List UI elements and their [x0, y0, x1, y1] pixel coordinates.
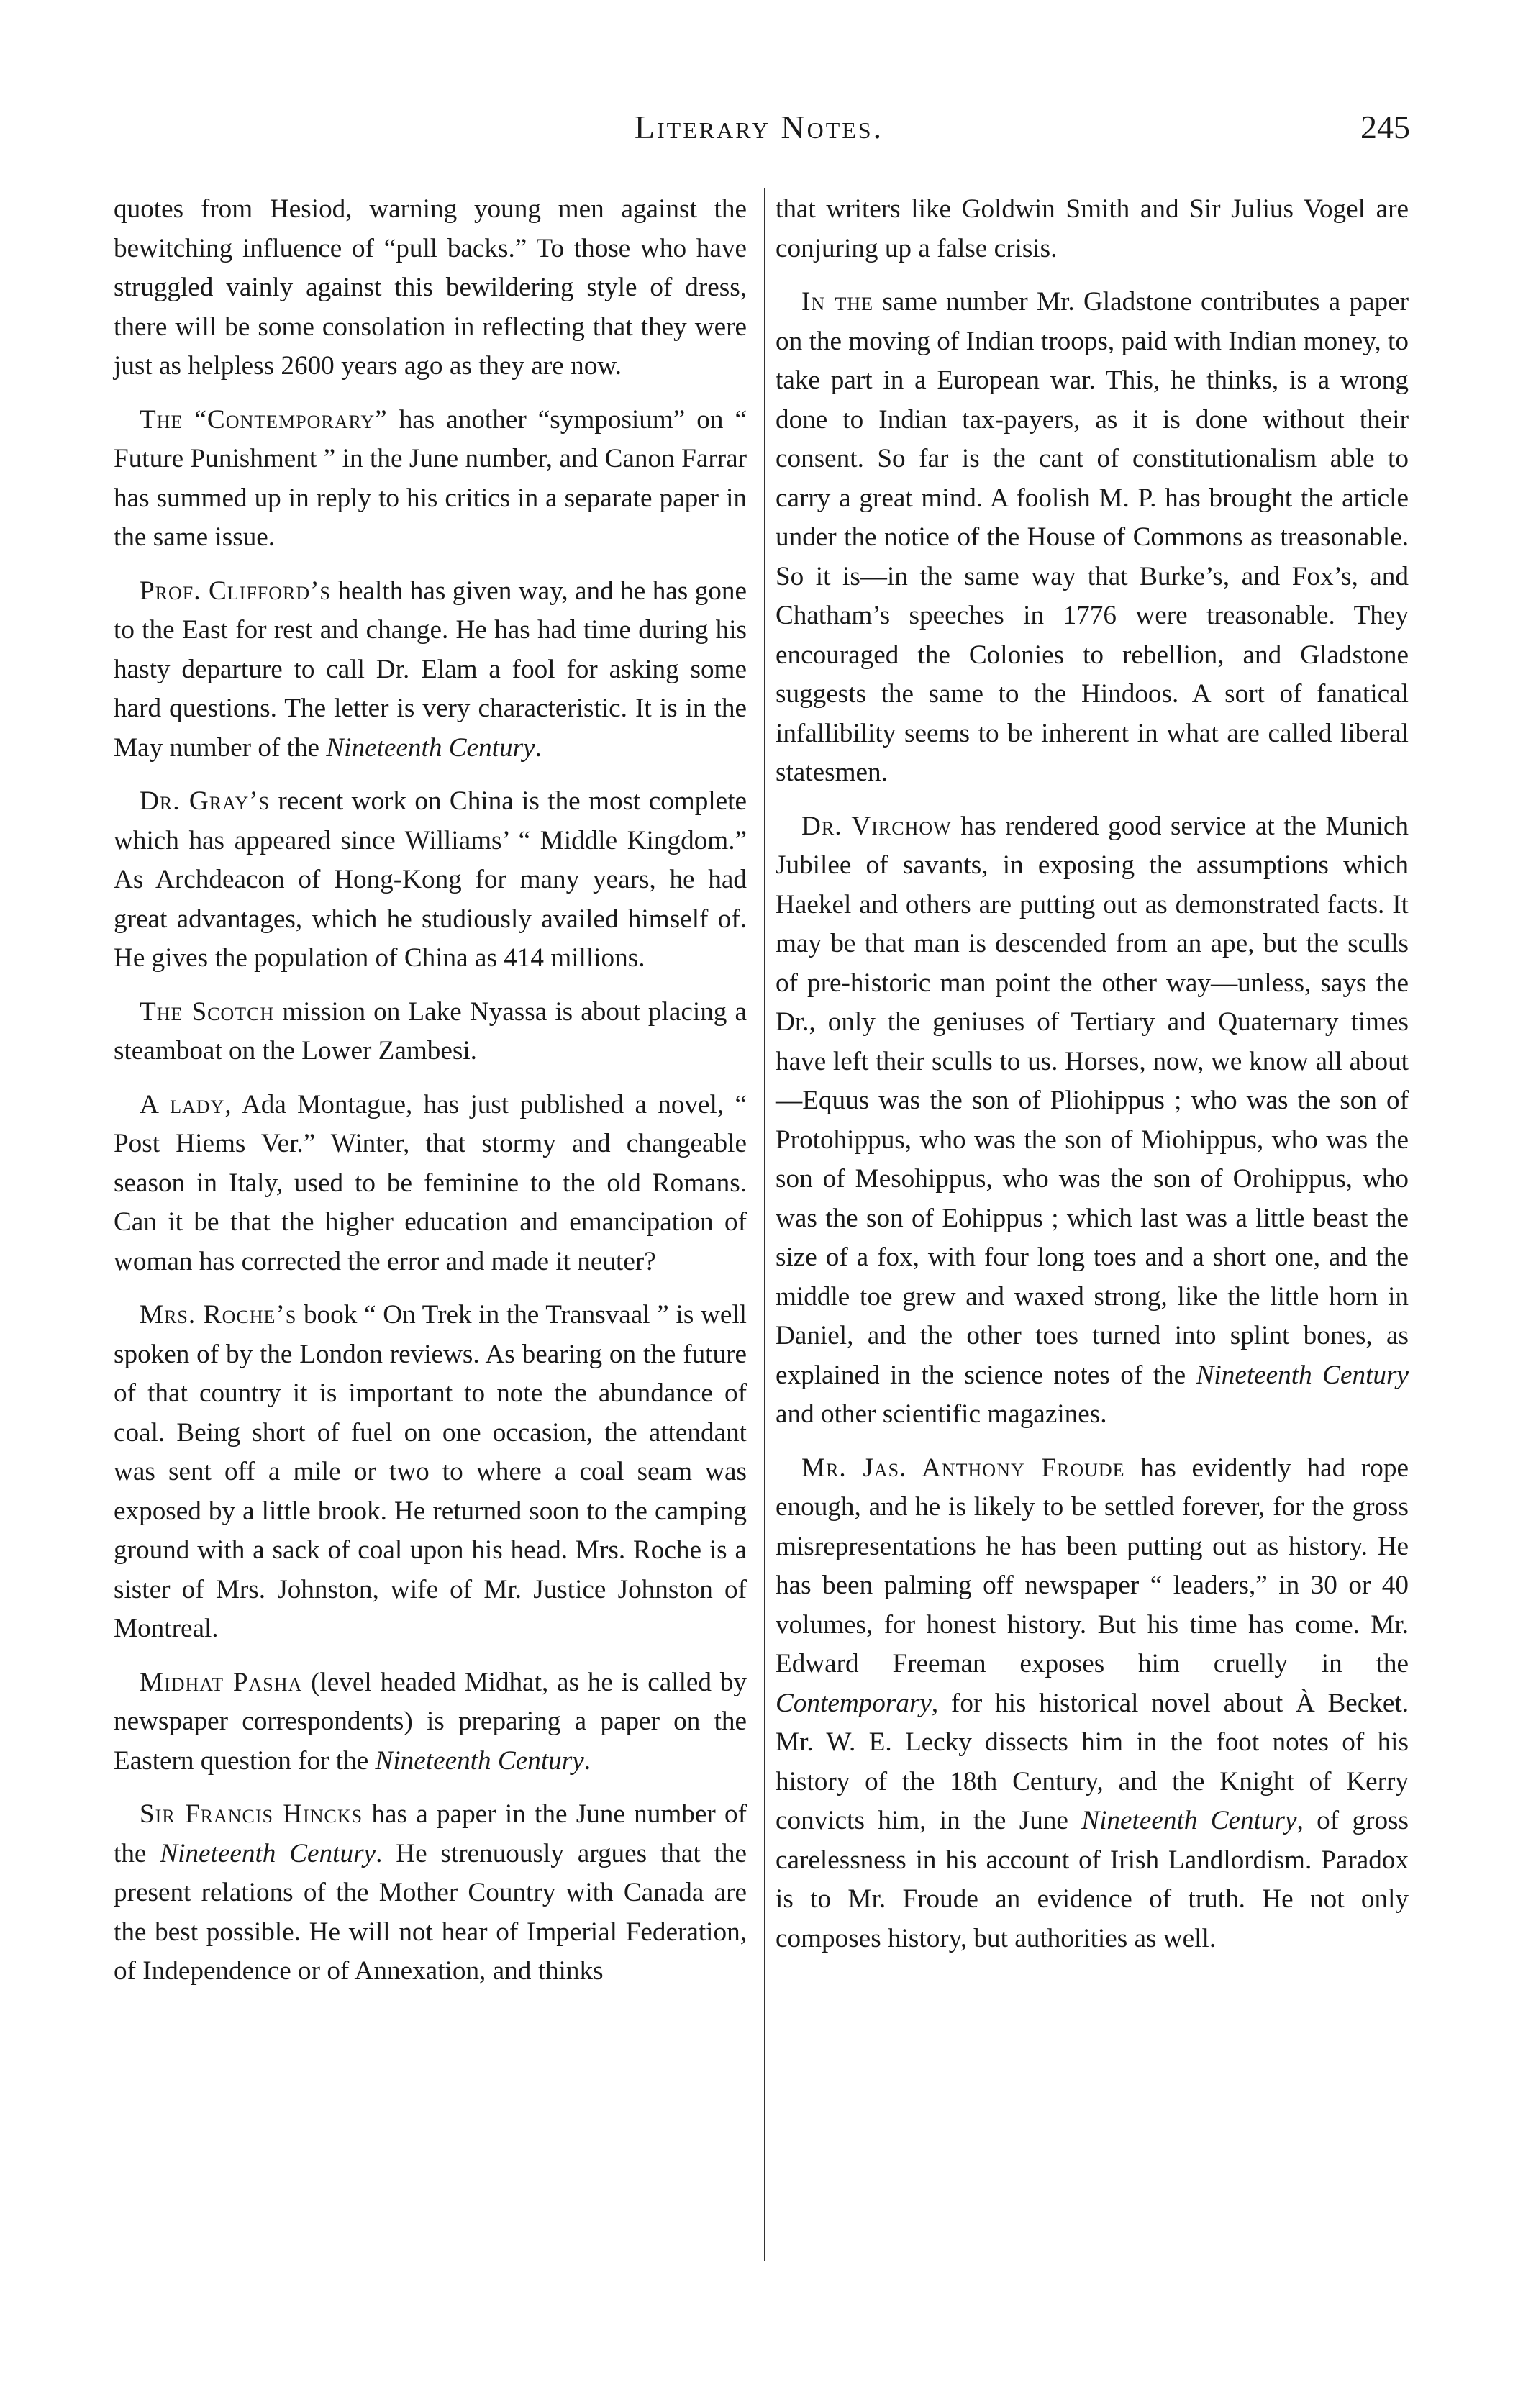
paragraph-lead: In the	[801, 287, 874, 317]
paragraph-scotch-mission	[114, 993, 747, 1071]
paragraph-body: has evidently had rope enough, and he is likely to be settled forever, for the gross misrepresentations he has been putting out as history. He has been palming off newspaper “ leaders,” in 30 or 40 volumes, for honest history. But his time has come. Mr. Edward Freeman exposes him cruelly in the	[776, 1453, 1409, 1678]
paragraph-lead: Midhat Pasha	[140, 1667, 303, 1697]
paragraph-lead: “Contemporary”	[194, 404, 388, 435]
left-column	[114, 190, 747, 2006]
periodical-title: Nineteenth Century	[1081, 1806, 1297, 1835]
paragraph-midhat-pasha	[114, 1663, 747, 1781]
paragraph-dr-virchow	[776, 807, 1409, 1435]
paragraph-hesiod-continuation: quotes from Hesiod, warning young men against the bewitching influence of “pull backs.” To those who have struggled vainly against this bewildering style of dress, there will be some consolation in reflecting that they were just as helpless 2600 years ago as they are now.	[114, 194, 747, 381]
paragraph-lead: The Scotch	[140, 996, 275, 1027]
paragraph-lead: Mr. Jas. Anthony Froude	[801, 1453, 1125, 1483]
periodical-title: Nineteenth Century	[1196, 1360, 1409, 1390]
paragraph-froude	[776, 1449, 1409, 1959]
page-number: 245	[1360, 109, 1410, 145]
paragraph-body: health has given way, and he has gone to the East for rest and change. He has had time during his hasty departure to call Dr. Elam a fool for asking some hard questions. The letter is very characteristic. It is in the May number of the	[114, 576, 747, 763]
paragraph-lead: A lady,	[140, 1089, 232, 1119]
running-head	[0, 108, 1518, 158]
paragraph-lead: Sir Francis Hincks	[140, 1799, 363, 1829]
paragraph-body: .	[583, 1745, 591, 1776]
paragraph-lead: Prof. Clifford’s	[140, 576, 331, 606]
paragraph-contemporary-symposium	[114, 401, 747, 558]
paragraph-body: . He strenuously argues that the present relations of the Mother Country with Canada are the best possible. He will not hear of Imperial Federation, of Independence or of Annexation, and thinks	[114, 1838, 747, 1986]
paragraph-body: (level headed Midhat, as he is called by newspaper correspondents) is preparing a paper on the Eastern question for the	[114, 1667, 747, 1776]
paragraph-prof-clifford	[114, 572, 747, 768]
right-column	[776, 190, 1409, 1973]
paragraph-body: recent work on China is the most complete which has appeared since Williams’ “ Middle Kingdom.” As Archdeacon of Hong-Kong for many years, he had great advantages, which he studiously availed himself of. He gives the population of China as 414 millions.	[114, 786, 747, 973]
paragraph-body: has rendered good service at the Munich Jubilee of savants, in exposing the assumptions which Haekel and others are putting out as demonstrated facts. It may be that man is descended from an ape, but the sculls of pre-historic man point the other way—unless, says the Dr., only the geniuses of Tertiary and Quaternary times have left their sculls to us. Horses, now, we know all about—Equus was the son of Pliohippus ; who was the son of Protohippus, who was the son of Miohippus, who was the son of Mesohippus, who was the son of Orohippus, who was the son of Eohippus ; which last was a little beast the size of a fox, with four long toes and a short one, and the middle toe grew and waxed strong, like the little horn in Daniel, and the other toes turned into splint bones, as explained in the science notes of the	[776, 811, 1409, 1390]
paragraph-dr-gray	[114, 782, 747, 978]
paragraph-lead: Mrs. Roche’s	[140, 1300, 297, 1330]
paragraph-body: book “ On Trek in the Transvaal ” is well spoken of by the London reviews. As bearing on the future of that country it is important to note the abundance of coal. Being short of fuel on one occasion, the attendant was sent off a mile or two to where a coal seam was exposed by a little brook. He returned soon to the camping ground with a sack of coal upon his head. Mrs. Roche is a sister of Mrs. Johnston, wife of Mr. Justice Johnston of Montreal.	[114, 1300, 747, 1643]
paragraph-lead: Dr. Virchow	[801, 811, 952, 841]
paragraph-body: same number Mr. Gladstone contributes a paper on the moving of Indian troops, paid with Indian money, to take part in a European war. This, he thinks, is a wrong done to Indian tax-payers, as it is done without their consent. So far is the cant of constitutionalism able to carry a great mind. A foolish M. P. has brought the article under the notice of the House of Commons as treasonable. So it is—in the same way that Burke’s, and Fox’s, and Chatham’s speeches in 1776 were treasonable. They encouraged the Colonies to rebellion, and Gladstone suggests the same to the Hindoos. A sort of fanatical infallibility seems to be inherent in what are called liberal statesmen.	[776, 287, 1409, 787]
paragraph-sir-francis-hincks	[114, 1795, 747, 1991]
periodical-title: Nineteenth Century	[326, 732, 535, 763]
paragraph-lead: The	[140, 404, 183, 435]
paragraph-body: , for his historical novel about À Becket. Mr. W. E. Lecky dissects him in the foot notes of his history of the 18th Century, and the Knight of Kerry convicts him, in the June	[776, 1688, 1409, 1835]
paragraph-body: has another “symposium” on “ Future Punishment ” in the June number, and Canon Farrar has summed up in reply to his critics in a separate paper in the same issue.	[114, 404, 747, 552]
running-title: Literary Notes.	[634, 109, 884, 145]
paragraph-a-lady	[114, 1086, 747, 1282]
periodical-title: Contemporary	[776, 1688, 932, 1718]
paragraph-body: has a paper in the June number of the	[114, 1799, 747, 1868]
column-divider	[764, 188, 765, 2261]
paragraph-gladstone	[776, 283, 1409, 793]
paragraph-lead: Dr. Gray’s	[140, 786, 271, 816]
paragraph-body: mission on Lake Nyassa is about placing a steamboat on the Lower Zambesi.	[114, 996, 747, 1066]
paragraph-body: , of gross carelessness in his account of Irish Landlordism. Paradox is to Mr. Froude an evidence of truth. He not only composes history, but authorities as well.	[776, 1806, 1409, 1953]
paragraph-body: Ada Montague, has just published a novel, “ Post Hiems Ver.” Winter, that stormy and changeable season in Italy, used to be feminine to the old Romans. Can it be that the higher education and emancipation of woman has corrected the error and made it neuter?	[114, 1089, 747, 1276]
paragraph-mrs-roche	[114, 1296, 747, 1649]
paragraph-body: and other scientific magazines.	[776, 1399, 1107, 1429]
periodical-title: Nineteenth Century	[160, 1838, 376, 1868]
paragraph-body: .	[535, 732, 542, 763]
paragraph-hincks-continuation: that writers like Goldwin Smith and Sir Julius Vogel are conjuring up a false crisis.	[776, 194, 1409, 263]
periodical-title: Nineteenth Century	[375, 1745, 584, 1776]
